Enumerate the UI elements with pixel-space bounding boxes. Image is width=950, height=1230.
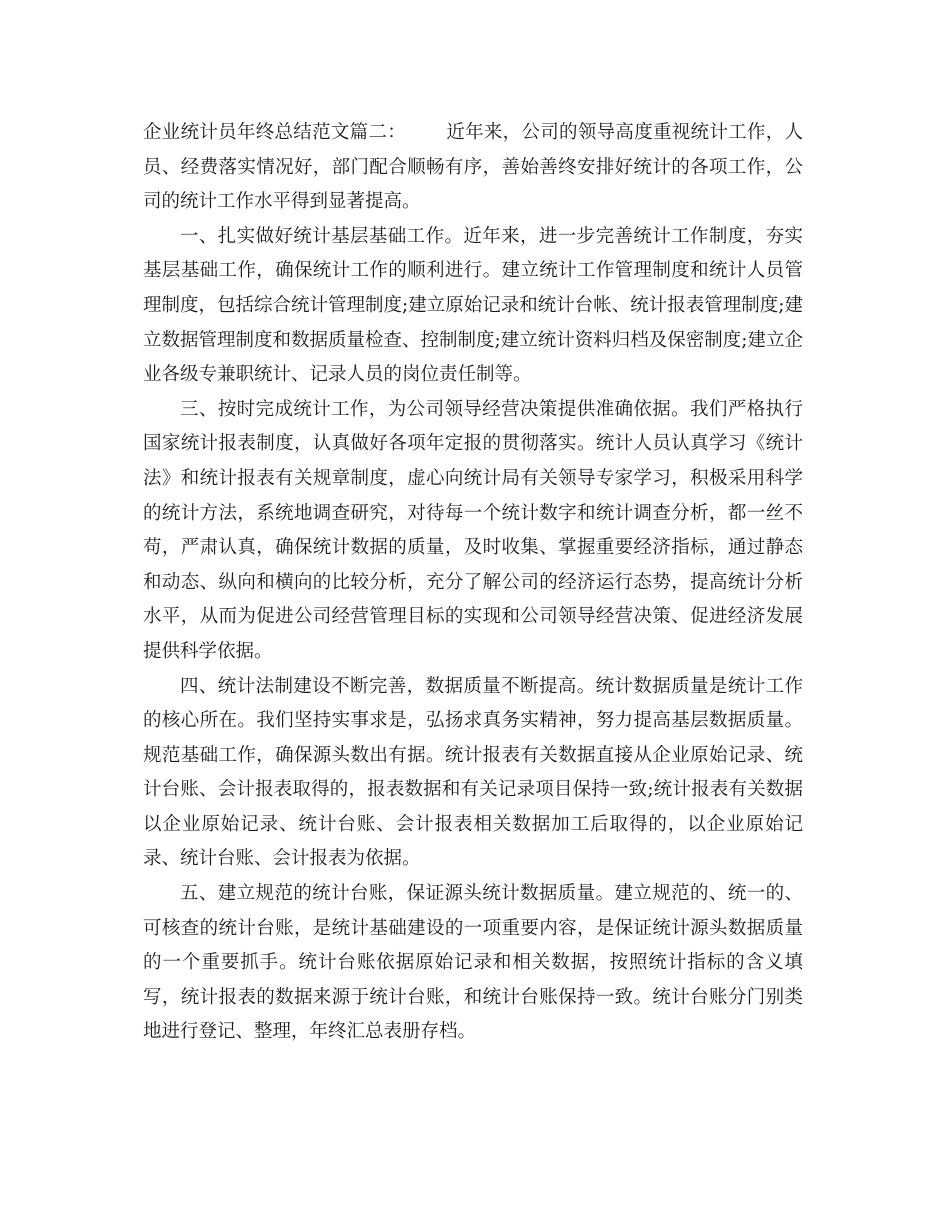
section-paragraph-3: 三、按时完成统计工作，为公司领导经营决策提供准确依据。我们严格执行国家统计报表制度，认真做好各项年定报的贯彻落实。统计人员认真学习《统计法》和统计报表有关规章制度，虚心向统计局有关领导专家学习，积极采用科学的统计方法，系统地调查研究，对待每一个统计数字和统计调查分析，都一丝不苟，严肃认真，确保统计数据的质量，及时收集、掌握重要经济指标，通过静态和动态、纵向和横向的比较分析，充分了解公司的经济运行态势，提高统计分析水平，从而为促进公司经营管理目标的实现和公司领导经营决策、促进经济发展提供科学依据。 <box>143 398 803 662</box>
section-paragraph-4: 四、统计法制建设不断完善，数据质量不断提高。统计数据质量是统计工作的核心所在。我们坚持实事求是，弘扬求真务实精神，努力提高基层数据质量。规范基础工作，确保源头数出有据。统计报表有关数据直接从企业原始记录、统计台账、会计报表取得的，报表数据和有关记录项目保持一致;统计报表有关数据以企业原始记录、统计台账、会计报表相关数据加工后取得的，以企业原始记录、统计台账、会计报表为依据。 <box>143 675 803 870</box>
intro-paragraph <box>143 116 803 220</box>
document-title: 企业统计员年终总结范文篇二： <box>143 122 407 143</box>
section-paragraph-1: 一、扎实做好统计基层基础工作。近年来，进一步完善统计工作制度，夯实基层基础工作，确保统计工作的顺利进行。建立统计工作管理制度和统计人员管理制度，包括综合统计管理制度;建立原始记录和统计台帐、统计报表管理制度;建立数据管理制度和数据质量检查、控制制度;建立统计资料归档及保密制度;建立企业各级专兼职统计、记录人员的岗位责任制等。 <box>143 225 803 386</box>
document-body <box>143 116 803 1050</box>
intro-text: 近年来，公司的领导高度重视统计工作，人员、经费落实情况好，部门配合顺畅有序，善始善终安排好统计的各项工作，公司的统计工作水平得到显著提高。 <box>143 122 803 213</box>
section-paragraph-5: 五、建立规范的统计台账，保证源头统计数据质量。建立规范的、统一的、可核查的统计台账，是统计基础建设的一项重要内容，是保证统计源头数据质量的一个重要抓手。统计台账依据原始记录和相关数据，按照统计指标的含义填写，统计报表的数据来源于统计台账，和统计台账保持一致。统计台账分门别类地进行登记、整理，年终汇总表册存档。 <box>143 883 803 1043</box>
